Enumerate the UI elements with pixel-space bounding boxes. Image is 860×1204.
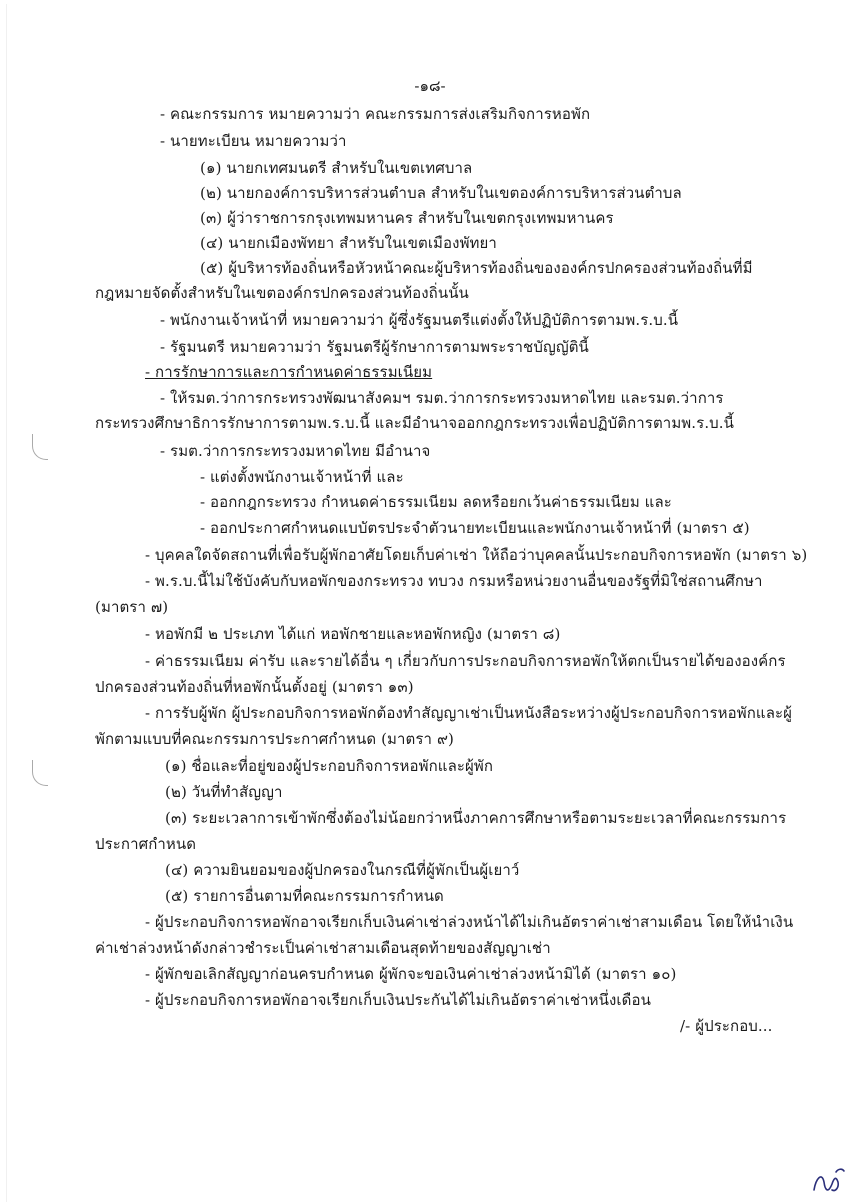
- advance-rent: - ผู้ประกอบกิจการหอพักอาจเรียกเก็บเงินค่าเช่าล่วงหน้าได้ไม่เกินอัตราค่าเช่าสามเดือน โดยให้นำเงิน: [145, 913, 794, 931]
- contract-item-3-continued: ประกาศกำหนด: [95, 835, 197, 853]
- contract-item-3: (๓) ระยะเวลาการเข้าพักซึ่งต้องไม่น้อยกว่าหนึ่งภาคการศึกษาหรือตามระยะเวลาที่คณะกรรมการ: [165, 809, 787, 827]
- section-10: - ผู้พักขอเลิกสัญญาก่อนครบกำหนด ผู้พักจะขอเงินค่าเช่าล่วงหน้ามิได้ (มาตรา ๑๐): [145, 965, 677, 983]
- definition-minister: - รัฐมนตรี หมายความว่า รัฐมนตรีผู้รักษาการตามพระราชบัญญัตินี้: [160, 338, 589, 356]
- continuation-marker: /- ผู้ประกอบ...: [680, 1017, 773, 1035]
- section-heading-fees: - การรักษาการและการกำหนดค่าธรรมเนียม: [145, 363, 433, 381]
- paragraph-ministers-continued: กระทรวงศึกษาธิการรักษาการตามพ.ร.บ.นี้ และมีอำนาจออกกฎกระทรวงเพื่อปฏิบัติการตามพ.ร.บ.นี้: [95, 414, 735, 432]
- signature-mark: [806, 1160, 850, 1200]
- section-6: - บุคคลใดจัดสถานที่เพื่อรับผู้พักอาศัยโดยเก็บค่าเช่า ให้ถือว่าบุคคลนั้นประกอบกิจการหอพัก (มาตรา ๖): [145, 546, 808, 564]
- paragraph-ministers: - ให้รมต.ว่าการกระทรวงพัฒนาสังคมฯ รมต.ว่าการกระทรวงมหาดไทย และรมต.ว่าการ: [160, 389, 724, 407]
- power-issue-id-card: - ออกประกาศกำหนดแบบัตรประจำตัวนายทะเบียนและพนักงานเจ้าหน้าที่ (มาตรา ๕): [200, 519, 750, 537]
- registrar-item-2: (๒) นายกองค์การบริหารส่วนตำบล สำหรับในเขตองค์การบริหารส่วนตำบล: [200, 184, 682, 202]
- contract-item-4: (๔) ความยินยอมของผู้ปกครองในกรณีที่ผู้พักเป็นผู้เยาว์: [165, 861, 520, 879]
- section-8: - หอพักมี ๒ ประเภท ได้แก่ หอพักชายและหอพักหญิง (มาตรา ๘): [145, 625, 561, 643]
- section-9-continued: พักตามแบบที่คณะกรรมการประกาศกำหนด (มาตรา ๙): [95, 730, 454, 748]
- registrar-item-3: (๓) ผู้ว่าราชการกรุงเทพมหานคร สำหรับในเขตกรุงเทพมหานคร: [200, 209, 614, 227]
- section-9: - การรับผู้พัก ผู้ประกอบกิจการหอพักต้องทำสัญญาเช่าเป็นหนังสือระหว่างผู้ประกอบกิจการหอพักและผู้: [145, 704, 793, 722]
- section-13-continued: ปกครองส่วนท้องถิ่นที่หอพักนั้นตั้งอยู่ (มาตรา ๑๓): [95, 678, 414, 696]
- contract-item-2: (๒) วันที่ทำสัญญา: [165, 783, 283, 801]
- page-number: -๑๘-: [414, 77, 446, 95]
- definition-committee: - คณะกรรมการ หมายความว่า คณะกรรมการส่งเสริมกิจการหอพัก: [160, 105, 591, 123]
- definition-registrar: - นายทะเบียน หมายความว่า: [160, 132, 347, 150]
- registrar-item-1: (๑) นายกเทศมนตรี สำหรับในเขตเทศบาล: [200, 159, 473, 177]
- security-deposit: - ผู้ประกอบกิจการหอพักอาจเรียกเก็บเงินประกันได้ไม่เกินอัตราค่าเช่าหนึ่งเดือน: [145, 991, 651, 1009]
- section-7-continued: (มาตรา ๗): [95, 598, 169, 616]
- definition-officer: - พนักงานเจ้าหน้าที่ หมายความว่า ผู้ซึ่งรัฐมนตรีแต่งตั้งให้ปฏิบัติการตามพ.ร.บ.นี้: [160, 311, 679, 329]
- registrar-item-5: (๕) ผู้บริหารท้องถิ่นหรือหัวหน้าคณะผู้บริหารท้องถิ่นขององค์กรปกครองส่วนท้องถิ่นที่มี: [200, 259, 753, 277]
- interior-minister-powers: - รมต.ว่าการกระทรวงมหาดไทย มีอำนาจ: [160, 442, 431, 460]
- power-issue-regulation: - ออกกฎกระทรวง กำหนดค่าธรรมเนียม ลดหรือยกเว้นค่าธรรมเนียม และ: [200, 493, 672, 511]
- contract-item-5: (๕) รายการอื่นตามที่คณะกรรมการกำหนด: [165, 887, 444, 905]
- section-7: - พ.ร.บ.นี้ไม่ใช้บังคับกับหอพักของกระทรวง ทบวง กรมหรือหน่วยงานอื่นของรัฐที่มิใช่สถานศึกษา: [145, 572, 763, 590]
- contract-item-1: (๑) ชื่อและที่อยู่ของผู้ประกอบกิจการหอพักและผู้พัก: [165, 757, 494, 775]
- power-appoint-officer: - แต่งตั้งพนักงานเจ้าหน้าที่ และ: [200, 468, 404, 486]
- section-13: - ค่าธรรมเนียม ค่ารับ และรายได้อื่น ๆ เกี่ยวกับการประกอบกิจการหอพักให้ตกเป็นรายได้ขององค์กร: [145, 652, 786, 670]
- advance-rent-continued: ค่าเช่าล่วงหน้าดังกล่าวชำระเป็นค่าเช่าสามเดือนสุดท้ายของสัญญาเช่า: [95, 939, 551, 957]
- registrar-item-5-continued: กฎหมายจัดตั้งสำหรับในเขตองค์กรปกครองส่วนท้องถิ่นนั้น: [95, 284, 469, 302]
- registrar-item-4: (๔) นายกเมืองพัทยา สำหรับในเขตเมืองพัทยา: [200, 234, 497, 252]
